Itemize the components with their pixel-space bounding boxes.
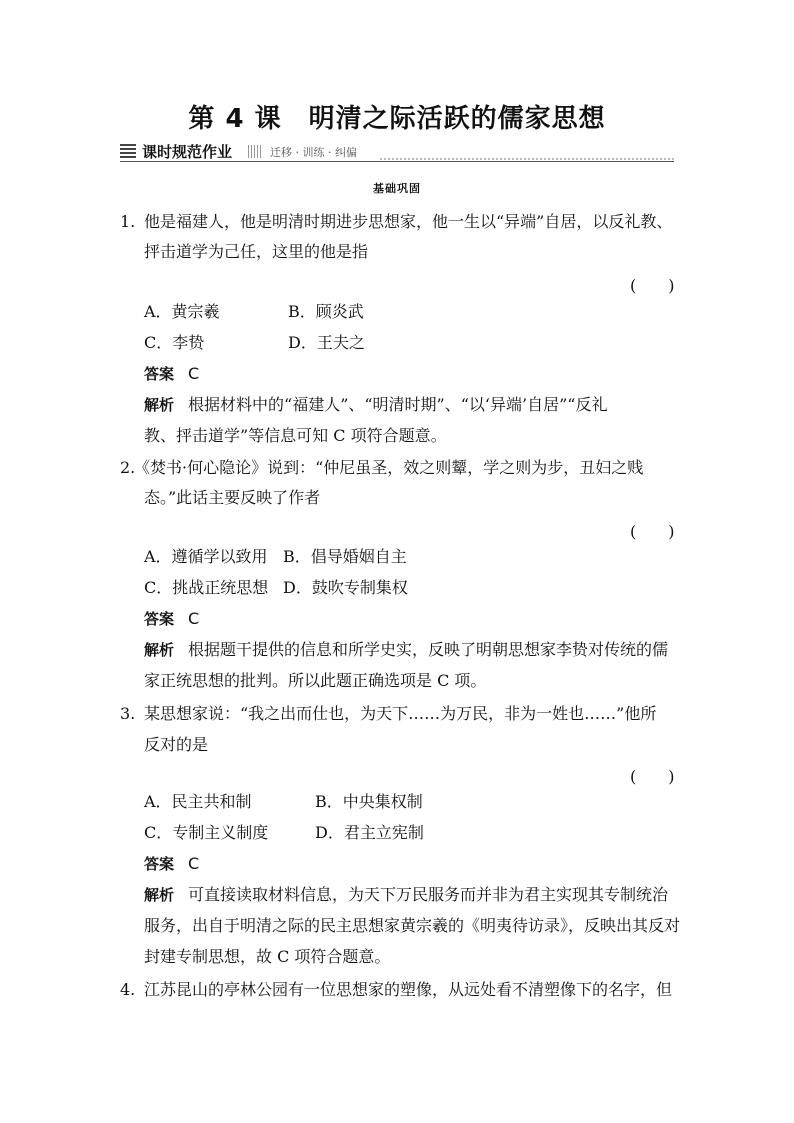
analysis-line-1 bbox=[144, 640, 668, 660]
analysis-label: 解析 bbox=[144, 396, 175, 414]
question-1-line-1 bbox=[120, 212, 672, 232]
option-a: A．民主共和制 bbox=[144, 792, 252, 811]
question-3-line-1 bbox=[120, 704, 656, 724]
banner-subtitle: 迁移 · 训练 · 纠偏 bbox=[270, 146, 357, 159]
banner-dotted-rule bbox=[380, 158, 674, 160]
option-a: A．黄宗羲 bbox=[144, 302, 220, 321]
analysis-line-2: 家正统思想的批判。所以此题正确选项是 C 项。 bbox=[144, 671, 487, 690]
page-title: 第 4 课 明清之际活跃的儒家思想 bbox=[188, 104, 606, 134]
analysis-text: 根据题干提供的信息和所学史实，反映了明朝思想家李贽对传统的儒 bbox=[188, 640, 669, 659]
answer-parentheses: ( ) bbox=[630, 767, 675, 786]
option-b: B．顾炎武 bbox=[288, 302, 364, 321]
option-c: C．李贽 bbox=[144, 333, 205, 352]
answer-label: 答案 bbox=[144, 365, 175, 383]
answer-parentheses: ( ) bbox=[630, 522, 675, 541]
answer-label: 答案 bbox=[144, 610, 175, 628]
analysis-label: 解析 bbox=[144, 886, 175, 904]
option-b: B．中央集权制 bbox=[315, 792, 423, 811]
question-stem: 《焚书·何心隐论》说到：“仲尼虽圣，效之则颦，学之则为步，丑妇之贱 bbox=[134, 458, 644, 477]
banner-fade-icon bbox=[248, 145, 262, 158]
question-number: 4. bbox=[120, 980, 136, 999]
answer-line bbox=[144, 364, 199, 384]
question-stem: 江苏昆山的亭林公园有一位思想家的塑像，从远处看不清塑像下的名字，但 bbox=[144, 980, 673, 999]
option-c: C．挑战正统思想 bbox=[144, 578, 269, 597]
analysis-line-2: 教、抨击道学”等信息可知 C 项符合题意。 bbox=[144, 426, 447, 445]
answer-value: C bbox=[188, 609, 200, 628]
question-3-line-2: 反对的是 bbox=[144, 735, 209, 754]
analysis-line-1 bbox=[144, 395, 607, 415]
question-4-line-1 bbox=[120, 980, 672, 1000]
option-b: B．倡导婚姻自主 bbox=[283, 547, 407, 566]
option-d: D．君主立宪制 bbox=[315, 823, 424, 842]
question-2-line-2: 态。”此话主要反映了作者 bbox=[144, 488, 321, 507]
question-stem: 他是福建人，他是明清时期进步思想家，他一生以“异端”自居，以反礼教、 bbox=[144, 212, 673, 231]
question-stem: 某思想家说：“我之出而仕也，为天下……为万民，非为一姓也……”他所 bbox=[144, 704, 657, 723]
banner-title: 课时规范作业 bbox=[142, 143, 233, 161]
answer-parentheses: ( ) bbox=[630, 276, 675, 295]
answer-line bbox=[144, 609, 199, 629]
answer-value: C bbox=[188, 854, 200, 873]
option-c: C．专制主义制度 bbox=[144, 823, 269, 842]
question-number: 1. bbox=[120, 212, 136, 231]
section-banner bbox=[120, 141, 674, 162]
analysis-line-1 bbox=[144, 885, 668, 905]
analysis-text: 可直接读取材料信息，为天下万民服务而并非为君主实现其专制统治 bbox=[188, 885, 669, 904]
banner-stripes-icon bbox=[120, 144, 136, 158]
question-1-line-2: 抨击道学为己任，这里的他是指 bbox=[144, 242, 369, 261]
answer-label: 答案 bbox=[144, 855, 175, 873]
option-d: D．鼓吹专制集权 bbox=[283, 578, 408, 597]
analysis-text: 根据材料中的“福建人”、“明清时期”、“以‘异端’自居”“反礼 bbox=[188, 395, 608, 414]
option-a: A．遵循学以致用 bbox=[144, 547, 268, 566]
answer-value: C bbox=[188, 364, 200, 383]
answer-line bbox=[144, 854, 199, 874]
question-number: 2. bbox=[120, 458, 136, 477]
analysis-line-3: 封建专制思想，故 C 项符合题意。 bbox=[144, 947, 391, 966]
analysis-line-2: 服务，出自于明清之际的民主思想家黄宗羲的《明夷待访录》，反映出其反对 bbox=[144, 916, 681, 935]
question-2-line-1 bbox=[120, 458, 643, 478]
question-number: 3. bbox=[120, 704, 136, 723]
analysis-label: 解析 bbox=[144, 641, 175, 659]
option-d: D．王夫之 bbox=[288, 333, 365, 352]
section-heading: 基础巩固 bbox=[373, 182, 421, 195]
